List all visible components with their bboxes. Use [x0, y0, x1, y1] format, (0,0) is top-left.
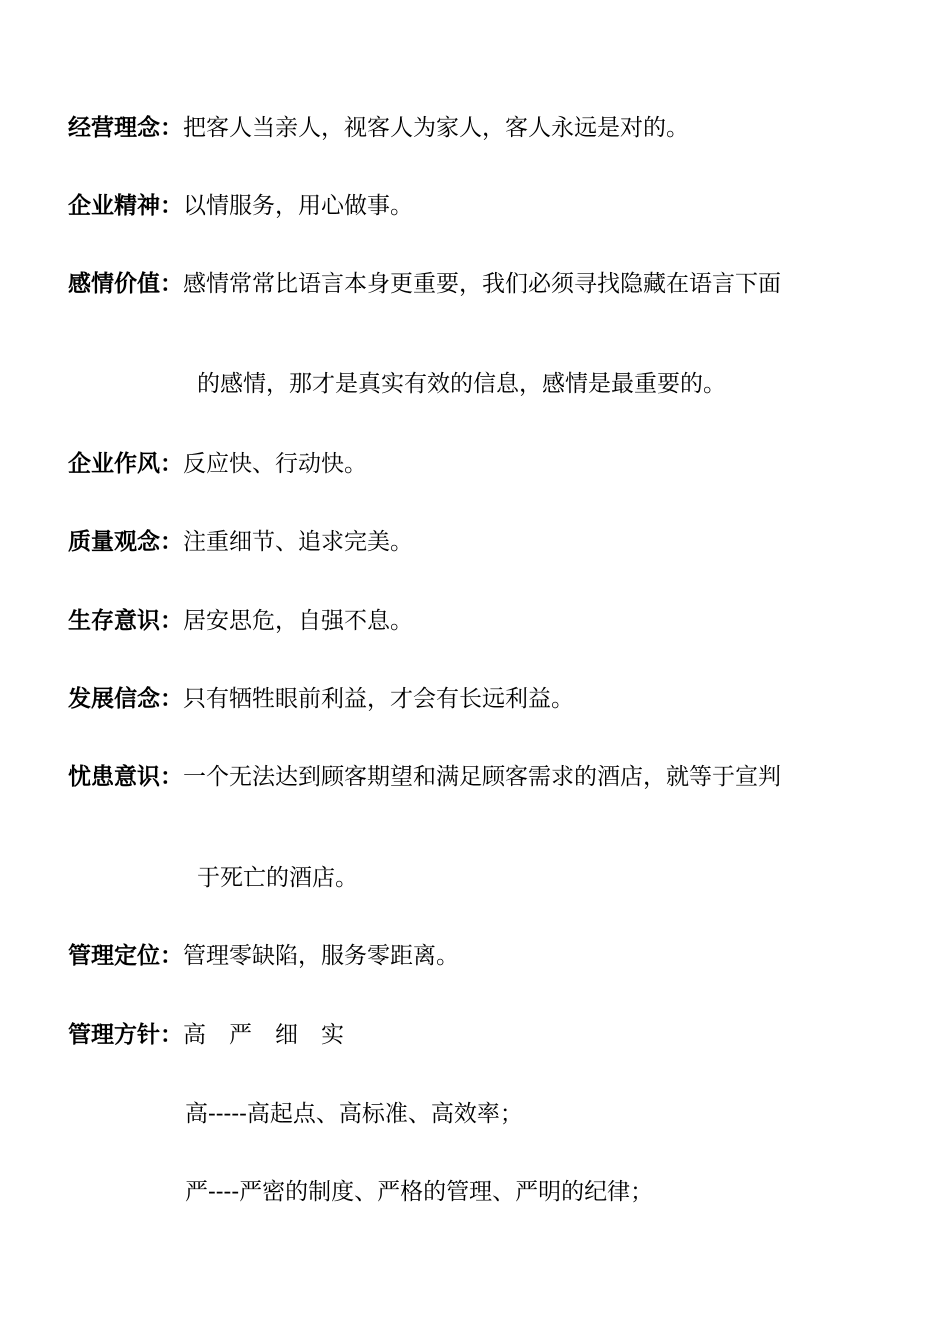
policy-detail-strict: 严----严密的制度、严格的管理、严明的纪律；: [185, 1179, 654, 1205]
item-development-belief: [68, 685, 574, 713]
item-label: 质量观念：: [68, 529, 183, 555]
item-text: 只有牺牲眼前利益，才会有长远利益。: [183, 686, 574, 712]
item-label: 发展信念：: [68, 686, 183, 712]
item-text: 注重细节、追求完美。: [183, 529, 413, 555]
item-risk-awareness: [68, 763, 781, 791]
item-text: 居安思危，自强不息。: [183, 608, 413, 634]
item-continuation: 的感情，那才是真实有效的信息，感情是最重要的。: [197, 371, 726, 397]
item-management-policy: [68, 1021, 344, 1049]
item-label: 企业精神：: [68, 193, 183, 219]
policy-detail-high: 高-----高起点、高标准、高效率；: [185, 1101, 523, 1127]
item-text: 反应快、行动快。: [183, 451, 367, 477]
item-text: 以情服务，用心做事。: [183, 193, 413, 219]
item-business-philosophy: [68, 114, 689, 142]
item-text: 一个无法达到顾客期望和满足顾客需求的酒店，就等于宣判: [183, 764, 781, 790]
item-text: 高 严 细 实: [183, 1022, 344, 1048]
item-text: 感情常常比语言本身更重要，我们必须寻找隐藏在语言下面: [183, 271, 781, 297]
item-label: 生存意识：: [68, 608, 183, 634]
item-management-positioning: [68, 942, 459, 970]
item-label: 管理方针：: [68, 1022, 183, 1048]
item-label: 企业作风：: [68, 451, 183, 477]
item-emotional-value: [68, 270, 781, 298]
item-label: 经营理念：: [68, 115, 183, 141]
item-quality-concept: [68, 528, 413, 556]
item-text: 管理零缺陷，服务零距离。: [183, 943, 459, 969]
item-text: 把客人当亲人，视客人为家人，客人永远是对的。: [183, 115, 689, 141]
item-continuation: 于死亡的酒店。: [197, 865, 358, 891]
item-label: 忧患意识：: [68, 764, 183, 790]
item-label: 感情价值：: [68, 271, 183, 297]
item-enterprise-style: [68, 450, 367, 478]
item-enterprise-spirit: [68, 192, 413, 220]
item-survival-awareness: [68, 607, 413, 635]
item-label: 管理定位：: [68, 943, 183, 969]
